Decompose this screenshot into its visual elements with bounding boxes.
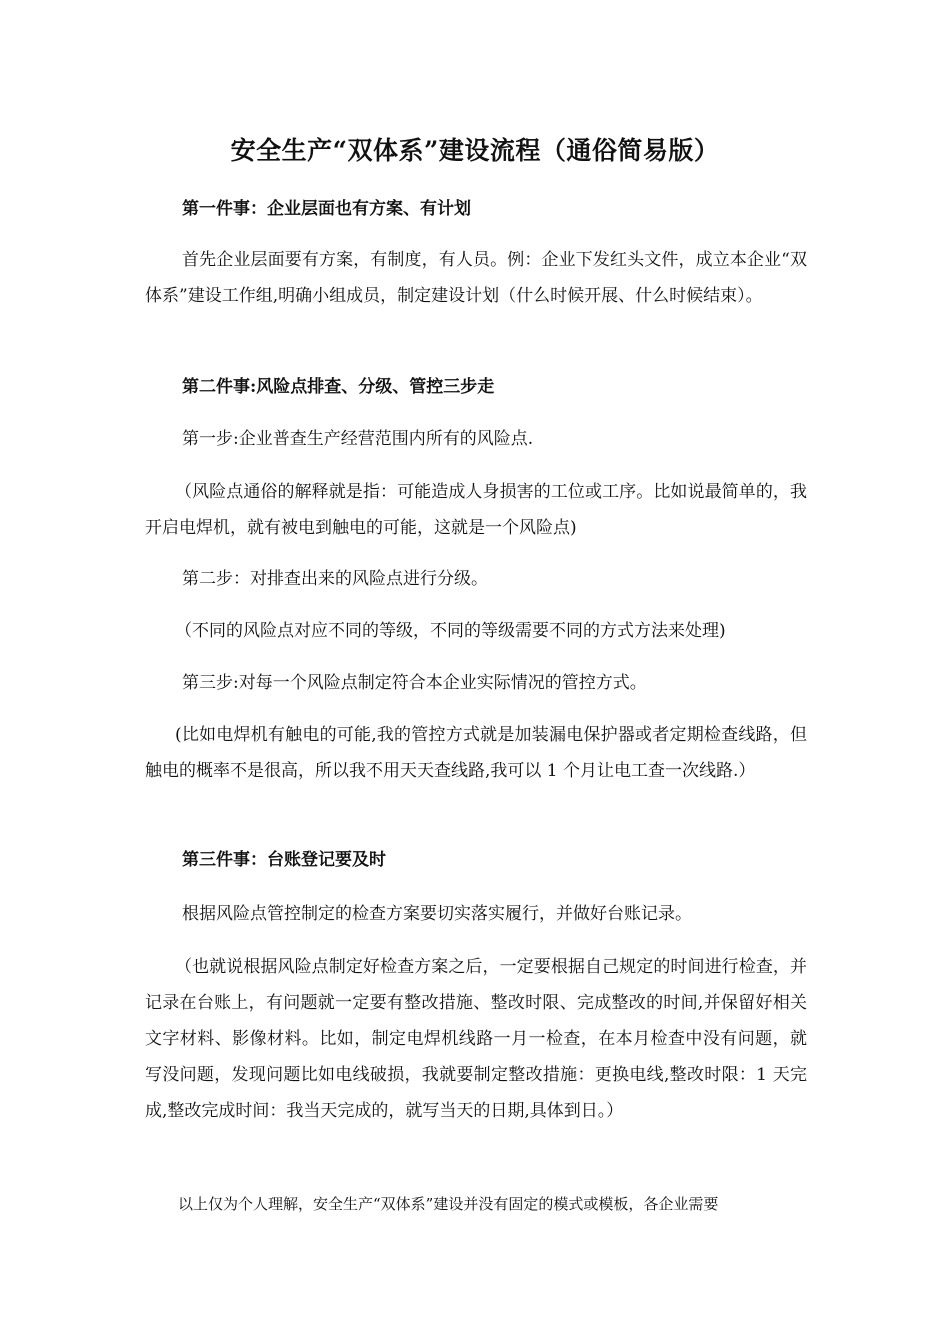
section-3-paragraph: 根据风险点管控制定的检查方案要切实落实履行，并做好台账记录。 bbox=[182, 904, 692, 924]
document-title: 安全生产“双体系”建设流程（通俗简易版） bbox=[230, 136, 720, 165]
step-2-note: （不同的风险点对应不同的等级，不同的等级需要不同的方式方法来处理) bbox=[175, 621, 726, 641]
closing-text: 以上仅为个人理解，安全生产“双体系”建设并没有固定的模式或模板，各企业需要 bbox=[178, 1195, 719, 1213]
step-3-text: 第三步:对每一个风险点制定符合本企业实际情况的管控方式。 bbox=[182, 673, 647, 693]
section-3-heading: 第三件事：台账登记要及时 bbox=[182, 850, 386, 870]
section-1-heading: 第一件事：企业层面也有方案、有计划 bbox=[182, 199, 471, 219]
step-1-text: 第一步:企业普查生产经营范围内所有的风险点. bbox=[182, 429, 534, 449]
section-3-note: （也就说根据风险点制定好检查方案之后，一定要根据自己规定的时间进行检查，并记录在台账上，有问题就一定要有整改措施、整改时限、完成整改的时间,并保留好相关文字材料、影像材料。比如，制定电焊机线路一月一检查，在本月检查中没有问题，就写没问题，发现问题比如电线破损，我就要制定整改措施：更换电线,整改时限：1 天完成,整改完成时间：我当天完成的，就写当天的日期,具体到日。） bbox=[145, 957, 807, 1121]
step-1-note: （风险点通俗的解释就是指：可能造成人身损害的工位或工序。比如说最简单的，我开启电焊机，就有被电到触电的可能，这就是一个风险点) bbox=[145, 482, 807, 538]
section-1-paragraph: 首先企业层面要有方案，有制度，有人员。例：企业下发红头文件，成立本企业“双体系”建设工作组,明确小组成员，制定建设计划（什么时候开展、什么时候结束）。 bbox=[145, 250, 807, 306]
step-2-text: 第二步：对排查出来的风险点进行分级。 bbox=[182, 569, 488, 589]
step-3-note: (比如电焊机有触电的可能,我的管控方式就是加装漏电保护器或者定期检查线路，但触电的概率不是很高，所以我不用天天查线路,我可以 1 个月让电工查一次线路.） bbox=[145, 725, 807, 781]
section-2-heading: 第二件事:风险点排查、分级、管控三步走 bbox=[182, 377, 495, 397]
